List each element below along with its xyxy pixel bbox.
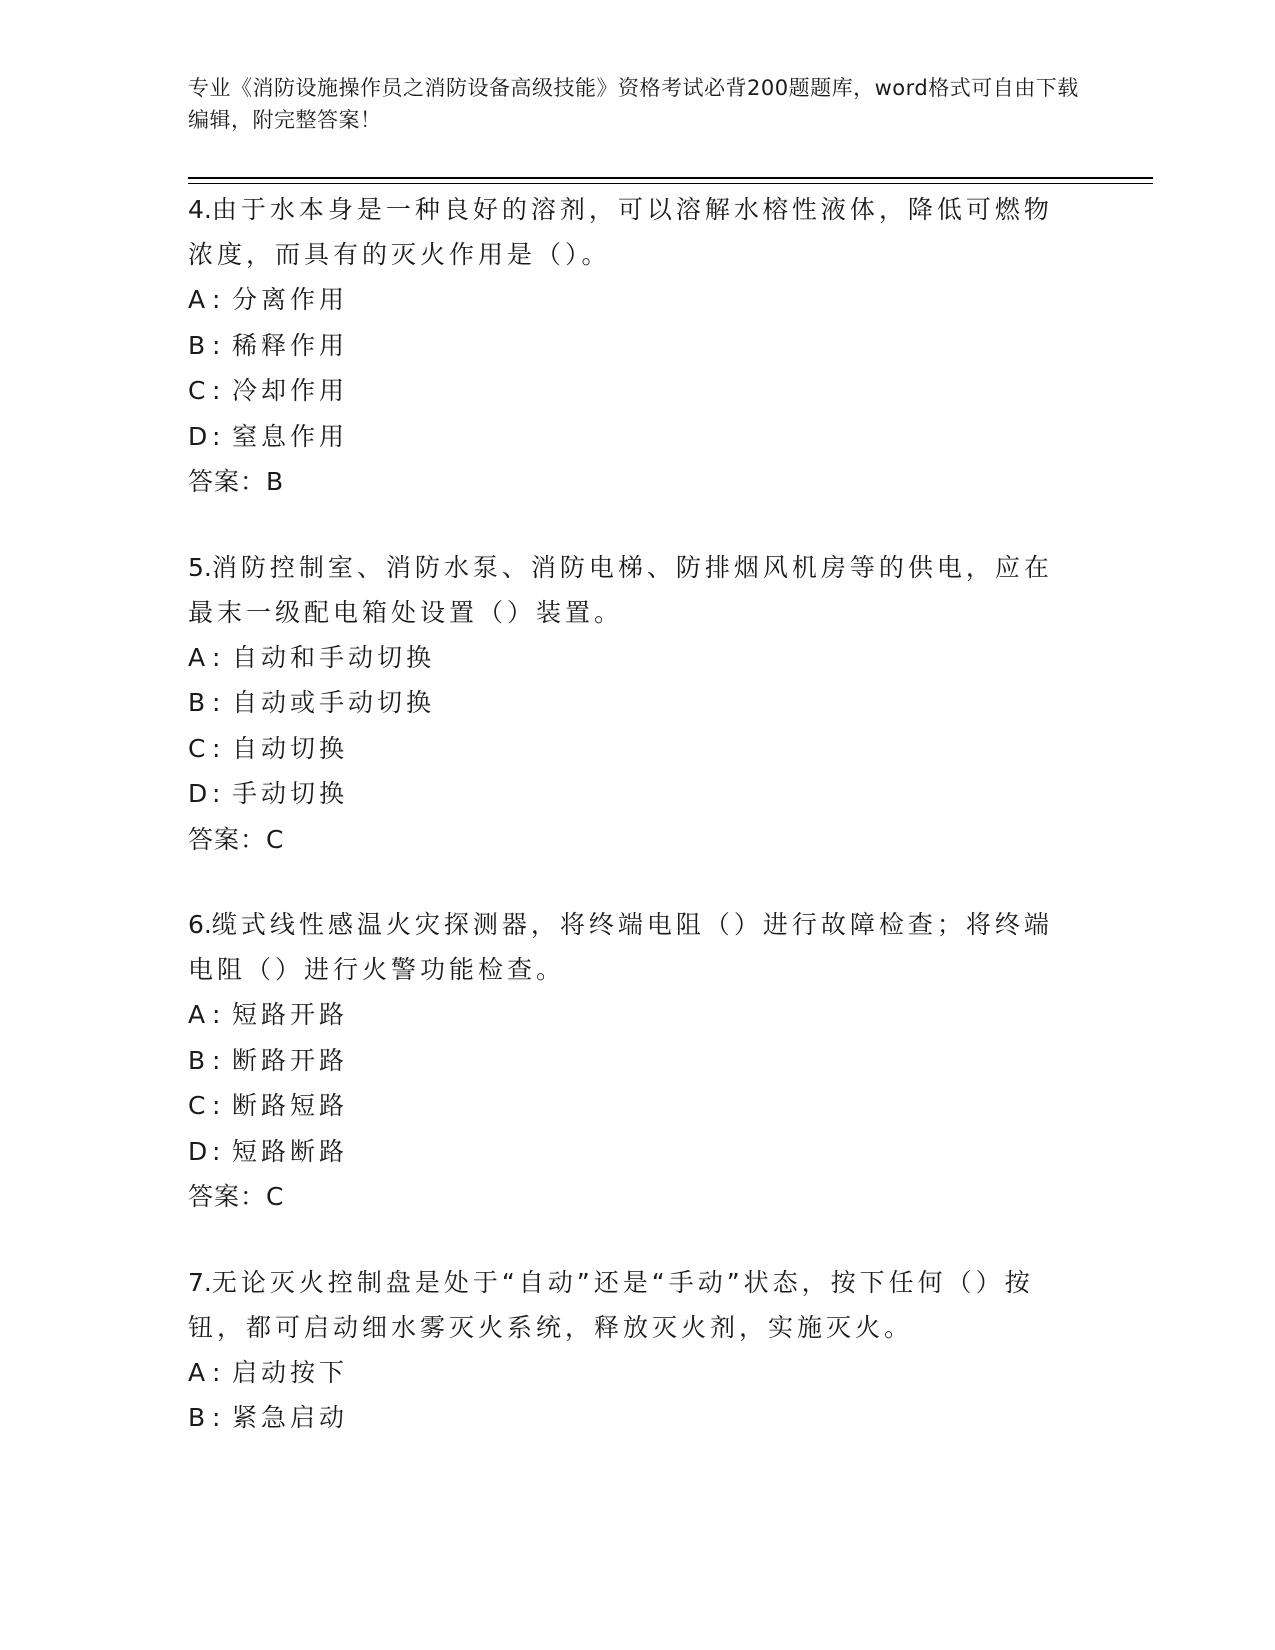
- option-text: 断路开路: [232, 1045, 349, 1075]
- question-7: [188, 1260, 1068, 1441]
- option-text: 紧急启动: [232, 1403, 349, 1432]
- document-header: 专业《消防设施操作员之消防设备高级技能》资格考试必背200题题库，word格式可自由下载编辑，附完整答案！: [188, 76, 1079, 132]
- option-c: [188, 1083, 1068, 1129]
- option-colon: :: [212, 1136, 225, 1166]
- question-body: 由于水本身是一种良好的溶剂，可以溶解水榕性液体，降低可燃物浓度，而具有的灭火作用是（）。: [188, 195, 1053, 269]
- option-d: [188, 414, 1068, 460]
- question-list: [188, 187, 1068, 1481]
- option-c: [188, 726, 1068, 772]
- option-letter: B: [188, 330, 206, 360]
- option-colon: :: [212, 376, 225, 405]
- question-5: [188, 545, 1068, 863]
- question-number: 6.: [188, 910, 212, 939]
- option-letter: B: [188, 1045, 206, 1075]
- option-letter: A: [188, 642, 206, 672]
- option-text: 冷却作用: [232, 376, 349, 405]
- option-text: 自动或手动切换: [232, 688, 436, 717]
- question-number: 7.: [188, 1267, 212, 1297]
- option-text: 短路断路: [232, 1136, 349, 1166]
- option-a: [188, 277, 1068, 323]
- option-letter: C: [188, 733, 206, 763]
- option-b: [188, 680, 1068, 726]
- option-colon: :: [212, 642, 225, 672]
- header-divider-thin: [188, 183, 1153, 184]
- option-colon: :: [212, 1357, 225, 1387]
- option-colon: :: [212, 421, 225, 451]
- option-letter: C: [188, 1091, 206, 1120]
- option-letter: A: [188, 1357, 206, 1387]
- option-colon: :: [212, 779, 225, 808]
- answer: 答案：C: [188, 1182, 285, 1211]
- question-number: 5.: [188, 552, 212, 582]
- option-colon: :: [212, 285, 225, 314]
- option-text: 稀释作用: [232, 330, 349, 360]
- option-text: 短路开路: [232, 1000, 349, 1029]
- option-letter: A: [188, 1000, 206, 1029]
- option-text: 手动切换: [232, 779, 349, 808]
- option-letter: A: [188, 285, 206, 314]
- option-letter: B: [188, 688, 206, 717]
- option-text: 自动切换: [232, 733, 349, 763]
- option-d: [188, 1129, 1068, 1175]
- answer: 答案：B: [188, 467, 285, 496]
- question-body: 缆式线性感温火灾探测器，将终端电阻（）进行故障检查；将终端电阻（）进行火警功能检查。: [188, 910, 1053, 984]
- option-text: 窒息作用: [232, 421, 349, 451]
- option-colon: :: [212, 1000, 225, 1029]
- option-text: 自动和手动切换: [232, 642, 436, 672]
- question-text: [188, 545, 1068, 635]
- question-6: [188, 902, 1068, 1220]
- option-a: [188, 1350, 1068, 1396]
- option-d: [188, 771, 1068, 817]
- option-colon: :: [212, 1091, 225, 1120]
- option-colon: :: [212, 1045, 225, 1075]
- question-number: 4.: [188, 195, 212, 224]
- option-letter: C: [188, 376, 206, 405]
- option-text: 分离作用: [232, 285, 349, 314]
- option-letter: D: [188, 1136, 208, 1166]
- option-a: [188, 992, 1068, 1038]
- question-body: 无论灭火控制盘是处于“自动”还是“手动”状态，按下任何（）按钮，都可启动细水雾灭火系统，释放灭火剂，实施灭火。: [188, 1267, 1034, 1342]
- question-text: [188, 1260, 1068, 1350]
- question-body: 消防控制室、消防水泵、消防电梯、防排烟风机房等的供电，应在最末一级配电箱处设置（）装置。: [188, 552, 1053, 627]
- question-4: [188, 187, 1068, 505]
- answer: 答案：C: [188, 824, 285, 854]
- option-text: 断路短路: [232, 1091, 349, 1120]
- option-letter: D: [188, 779, 208, 808]
- option-c: [188, 368, 1068, 414]
- option-b: [188, 323, 1068, 369]
- option-b: [188, 1038, 1068, 1084]
- option-a: [188, 635, 1068, 681]
- option-colon: :: [212, 688, 225, 717]
- header-divider-thick: [188, 177, 1153, 179]
- option-text: 启动按下: [232, 1357, 349, 1387]
- option-b: [188, 1395, 1068, 1441]
- question-text: [188, 902, 1068, 992]
- question-text: [188, 187, 1068, 277]
- option-colon: :: [212, 330, 225, 360]
- option-letter: B: [188, 1403, 206, 1432]
- option-letter: D: [188, 421, 208, 451]
- option-colon: :: [212, 733, 225, 763]
- option-colon: :: [212, 1403, 225, 1432]
